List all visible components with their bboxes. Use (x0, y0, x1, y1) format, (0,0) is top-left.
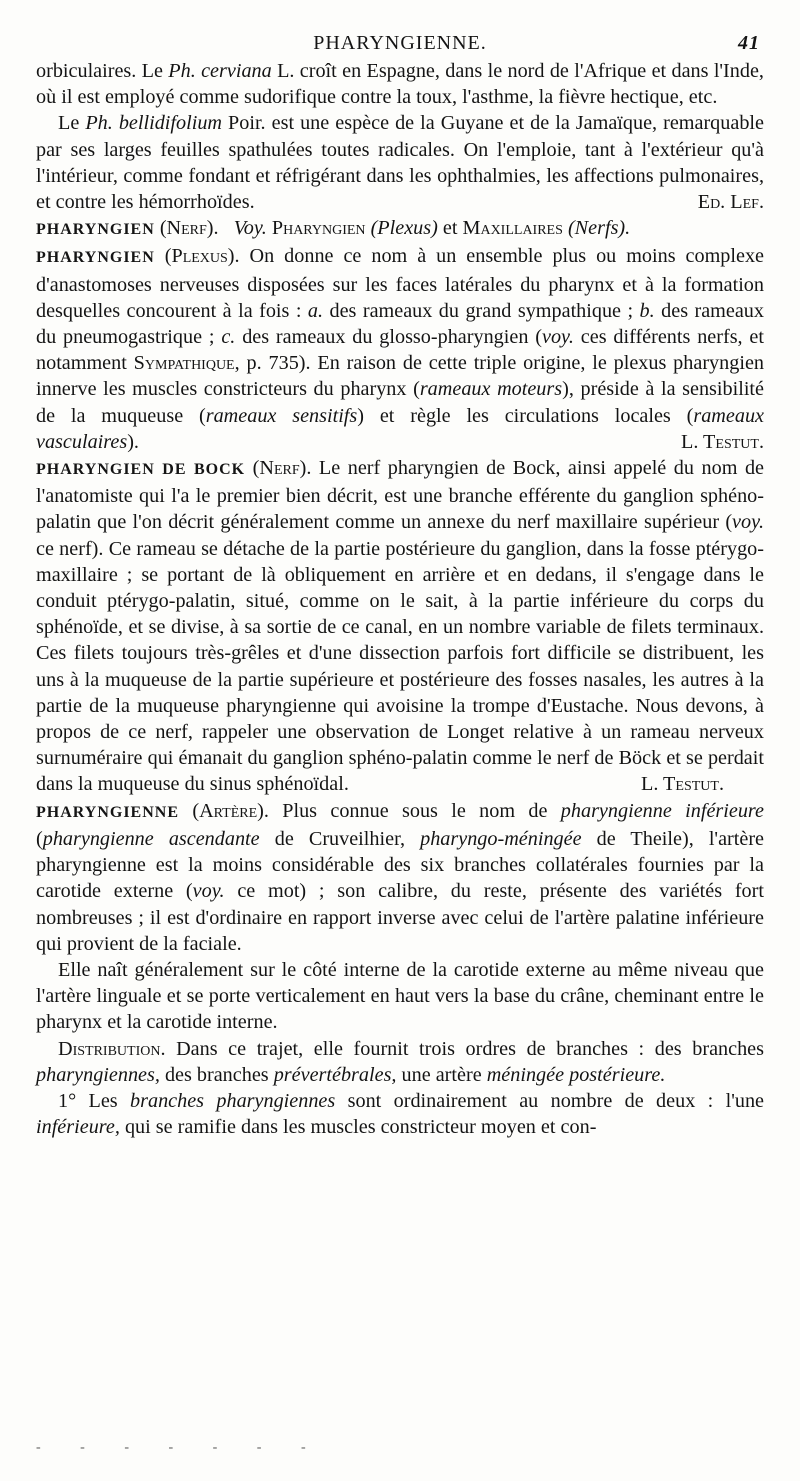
text-run: Le nerf pharyngien de Bock, ainsi appelé du nom de l'anatomiste qui l'a le premier bien décrit, est une branche efférente du ganglion sphéno-palatin que l'on décrit généralement comme un annexe du nerf maxillaire supérieur ( (36, 457, 764, 534)
term: pharyngiennes, (36, 1063, 160, 1086)
author-signature: L. Testut. (681, 430, 764, 453)
text-run: de Theile), l'artère pharyngienne est la moins considérable des six branches collatérales fournies par la carotide externe ( (36, 827, 764, 903)
cross-ref: Sympathique (133, 352, 235, 375)
see-also: voy. (192, 880, 225, 903)
species-name: Ph. cerviana (168, 60, 272, 82)
paragraph-plumbago-cerviana (36, 58, 764, 110)
text-run: On donne ce nom à un ensemble plus ou moins complexe d'anastomoses nerveuses disposées sur les faces latérales du pharynx et à la formation desquelles concourent à la fois : (36, 245, 765, 322)
body-text (36, 58, 764, 1140)
cross-ref: Maxillaires (462, 217, 563, 240)
section-label: Distribution. (58, 1037, 166, 1060)
entry-headword: PHARYNGIEN DE BOCK (36, 461, 246, 479)
text-run: Plus connue sous le nom de (268, 799, 561, 822)
see-also: Voy. (233, 217, 267, 240)
entry-pharyngien-de-bock (36, 455, 764, 798)
footer-rule: - - - - - - - (36, 1440, 324, 1455)
entry-type: (Nerf). (252, 457, 312, 480)
term: pharyngienne ascendante (42, 827, 260, 850)
entry-pharyngien-nerf (36, 215, 764, 243)
term: prévertébrales, (273, 1063, 397, 1086)
entry-headword: PHARYNGIEN (36, 249, 155, 267)
text-run: Dans ce trajet, elle fournit trois ordres de branches : des branches (165, 1037, 764, 1060)
text-run: ce nerf). Ce rameau se détache de la partie postérieure du ganglion, dans la fosse ptérygo-maxillaire ; se portant de là obliquement en arrière et en dedans, il s'engage dans le conduit ptérygo-palatin, situé, comme on le sait, à la partie inférieure du corps du sphénoïde, et se divise, à sa sortie de ce canal, en un nombre variable de filets terminaux. Ces filets toujours très-grêles et d'une dissection parfois fort difficile se distribuent, les uns à la muqueuse de la partie supérieure et postérieure des fosses nasales, les autres à la partie de la muqueuse pharyngienne qui avoisine la trompe d'Eustache. Nous devons, à propos de ce nerf, rappeler une observation de Longet relative à un rameau nerveux surnuméraire qui émanait du ganglion sphéno-palatin comme le nerf de Böck et se perdait dans la muqueuse du sinus sphénoïdal. (36, 537, 764, 796)
text-run: ), préside à la sensibilité de la muqueuse ( (36, 378, 764, 427)
paragraph-distribution (36, 1036, 764, 1088)
enum-label: c. (221, 326, 236, 349)
entry-pharyngienne-artere (36, 798, 764, 957)
text-run: des rameaux du grand sympathique ; (323, 299, 640, 322)
term: pharyngo-méningée (420, 827, 582, 850)
author-signature: L. Testut. (641, 773, 724, 796)
cross-ref-type: (Plexus) (370, 217, 438, 240)
running-header (36, 28, 764, 58)
running-title: PHARYNGIENNE. (313, 32, 487, 54)
entry-type: (Nerf). (159, 217, 219, 240)
text-run: ( (36, 827, 43, 850)
cross-ref-type: (Nerfs). (567, 217, 631, 240)
text-run: une artère (396, 1063, 487, 1086)
enum-label: b. (639, 299, 655, 322)
page-number: 41 (738, 32, 760, 54)
text-run: des rameaux du pneumogastrique ; (36, 299, 764, 349)
text-run: des branches (159, 1063, 274, 1086)
text-run: des rameaux du glosso-pharyngien ( (235, 326, 542, 349)
term: rameaux moteurs (419, 378, 563, 401)
text-run: ) et règle les circulations locales ( (357, 404, 694, 427)
term: pharyngienne inférieure (560, 799, 764, 822)
paragraph-pharyngeal-branches (36, 1088, 764, 1140)
text-run: ces différents nerfs, et notamment (36, 326, 765, 375)
text-run: ce mot) ; son calibre, du reste, présente des variétés fort nombreuses ; il est d'ordinaire en rapport inverse avec celui de l'artère palatine inférieure qui provient de la faciale. (36, 880, 764, 955)
paragraph-bellidifolium (36, 110, 764, 215)
see-also: voy. (541, 326, 574, 349)
text-run: de Cruveilhier, (259, 827, 421, 850)
see-also: voy. (732, 511, 764, 534)
text-run: ). (127, 430, 139, 453)
entry-headword: PHARYNGIEN (36, 221, 155, 239)
term: branches pharyngiennes (130, 1089, 336, 1112)
enum-label: a. (307, 299, 324, 322)
entry-type: (Artère). (192, 799, 269, 822)
text-run: Le (58, 112, 86, 135)
cross-ref: Pharyngien (271, 217, 366, 240)
author-signature: Ed. Lef. (697, 191, 764, 214)
text-run: , p. 735). En raison de cette triple origine, le plexus pharyngien innerve les muscles constricteurs du pharynx ( (36, 352, 764, 401)
text-run: sont ordinairement au nombre de deux : l'une (335, 1089, 764, 1112)
text-run: orbiculaires. Le (36, 60, 169, 82)
text-run: Poir. est une espèce de la Guyane et de la Jamaïque, remarquable par ses larges feuilles spathulées toutes radicales. On l'emploie, tant à l'extérieur qu'à l'intérieur, comme fondant et réfrigérant dans les ophthalmies, les affections pulmonaires, et contre les hémorrhoïdes. (36, 112, 764, 214)
text-run: 1° Les (58, 1089, 131, 1112)
term: méningée postérieure. (486, 1063, 666, 1086)
text-run: L. croît en Espagne, dans le nord de l'Afrique et dans l'Inde, où il est employé comme sudorifique contre la toux, l'asthme, la fièvre hectique, etc. (36, 60, 764, 109)
entry-pharyngien-plexus (36, 243, 764, 455)
species-name: Ph. bellidifolium (85, 112, 222, 135)
term: rameaux vasculaires (36, 404, 764, 453)
entry-headword: PHARYNGIENNE (36, 803, 179, 821)
term: rameaux sensitifs (205, 404, 358, 427)
term: inférieure, (36, 1116, 120, 1139)
text-run: qui se ramifie dans les muscles constricteur moyen et con- (119, 1116, 597, 1139)
entry-type: (Plexus). (164, 245, 240, 268)
text-run: et (437, 217, 463, 240)
paragraph-origin: Elle naît généralement sur le côté interne de la carotide externe au même niveau que l'artère linguale et se porte verticalement en haut vers la base du crâne, cheminant entre le pharynx et la carotide interne. (36, 958, 764, 1034)
